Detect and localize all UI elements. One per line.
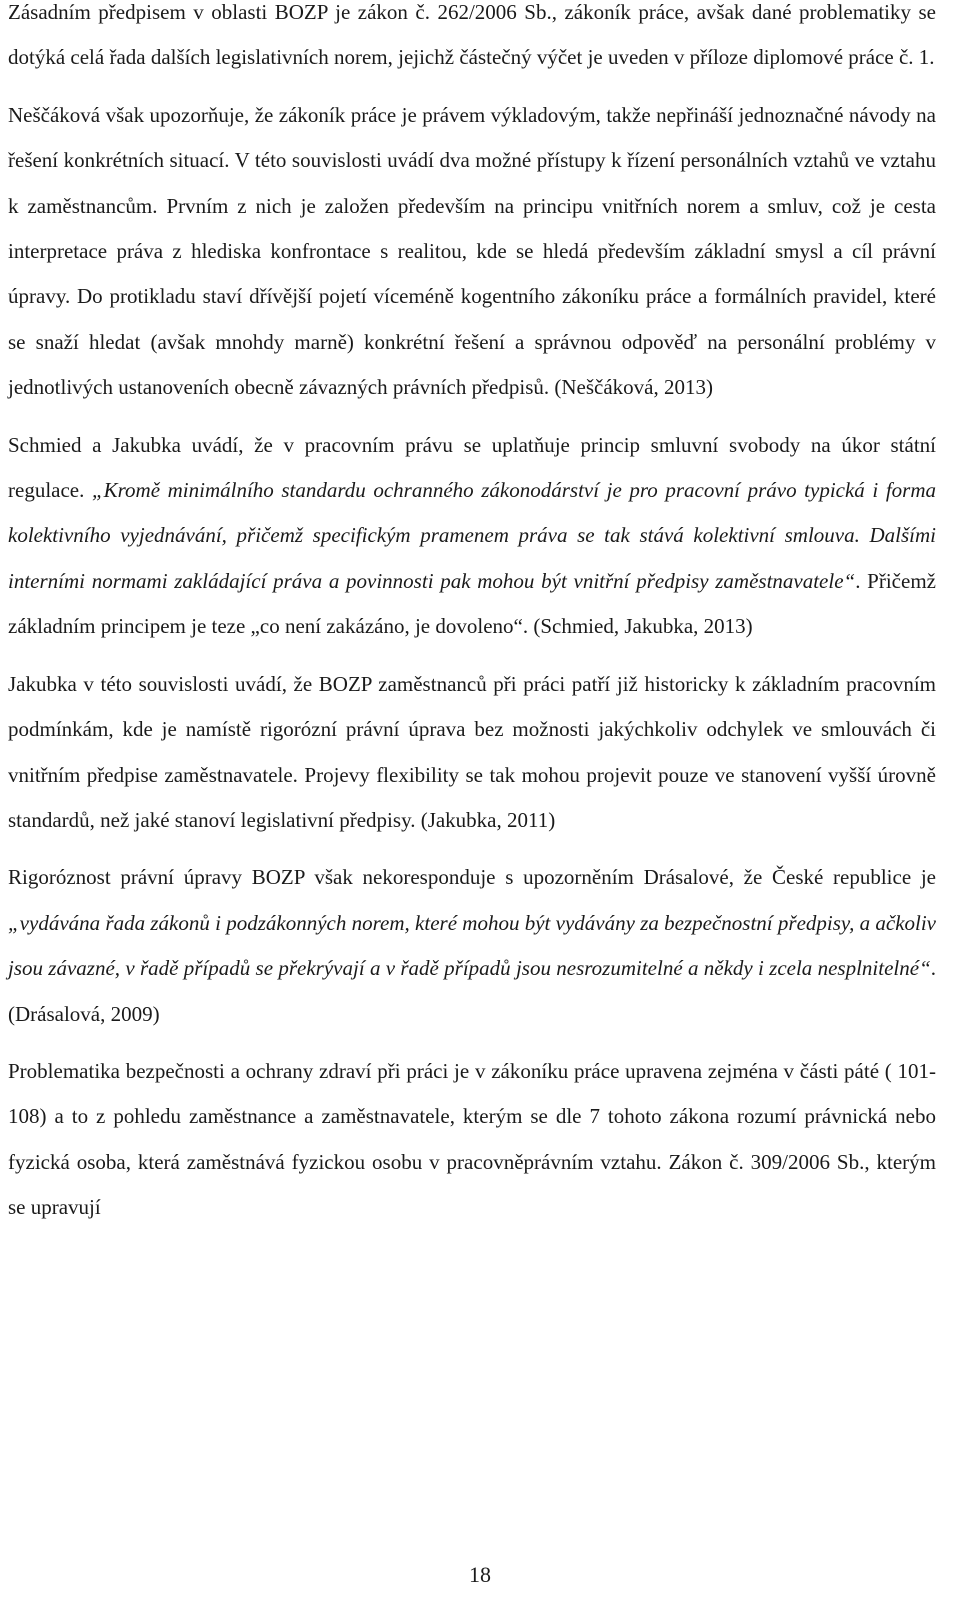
paragraph-5-text-a: Rigoróznost právní úpravy BOZP však nekoresponduje s upozorněním Drásalové, že České republice je [8,865,936,890]
paragraph-bozp-section [8,1049,936,1231]
paragraph-nescakova [8,93,936,411]
paragraph-4-text: Jakubka v této souvislosti uvádí, že BOZP zaměstnanců při práci patří již historicky k základním pracovním podmínkám, kde je namístě rigorózní právní úprava bez možnosti jakýchkoliv odchylek ve smlouvách či vnitřním předpise zaměstnavatele. Projevy flexibility se tak mohou projevit pouze ve stanovení vyšší úrovně standardů, než jaké stanoví legislativní předpisy. (Jakubka, 2011) [8,671,936,832]
paragraph-5-quote: „vydávána řada zákonů i podzákonných norem, které mohou být vydávány za bezpečnostní předpisy, a ačkoliv jsou závazné, v řadě případů se překrývají a v řadě případů jsou nesrozumitelné a někdy i zcela nesplnitelné“ [8,910,936,981]
page-number: 18 [469,1562,491,1587]
paragraph-3-text-a: Schmied a Jakubka uvádí, že v pracovním právu se uplatňuje princip smluvní svobody na úkor státní regulace. [8,432,936,503]
paragraph-3-quote: „Kromě minimálního standardu ochranného zákonodárství je pro pracovní právo typická i forma kolektivního vyjednávání, přičemž specifickým pramenem práva se tak stává kolektivní smlouva. Dalšími interními normami zakládající práva a povinnosti pak mohou být vnitřní předpisy zaměstnavatele“ [8,478,936,593]
paragraph-3-text-b: . Přičemž základním principem je teze „co není zakázáno, je dovoleno“. (Schmied, Jakubka, 2013) [8,568,936,639]
paragraph-drasalova [8,855,936,1037]
paragraph-2-text: Neščáková však upozorňuje, že zákoník práce je právem výkladovým, takže nepřináší jednoznačné návody na řešení konkrétních situací. V této souvislosti uvádí dva možné přístupy k řízení personálních vztahů ve vztahu k zaměstnancům. Prvním z nich je založen především na principu vnitřních norem a smluv, což je cesta interpretace práva z hlediska konfrontace s realitou, kde se hledá především základní smysl a cíl právní úpravy. Do protikladu staví dřívější pojetí víceméně kogentního zákoníku práce a formálních pravidel, které se snaží hledat (avšak mnohdy marně) konkrétní řešení a správnou odpověď na personální problémy v jednotlivých ustanoveních obecně závazných právních předpisů. (Neščáková, 2013) [8,102,936,400]
paragraph-bozp-law [8,0,936,81]
paragraph-schmied-jakubka [8,423,936,650]
paragraph-5-text-b: . (Drásalová, 2009) [8,956,936,1026]
paragraph-6-text: Problematika bezpečnosti a ochrany zdraví při práci je v zákoníku práce upravena zejména v části páté ( 101-108) a to z pohledu zaměstnance a zaměstnavatele, kterým se dle 7 tohoto zákona rozumí právnická nebo fyzická osoba, která zaměstnává fyzickou osobu v pracovněprávním vztahu. Zákon č. 309/2006 Sb., kterým se upravují [8,1058,936,1220]
paragraph-jakubka [8,662,936,844]
paragraph-1-text: Zásadním předpisem v oblasti BOZP je zákon č. 262/2006 Sb., zákoník práce, avšak dané problematiky se dotýká celá řada dalších legislativních norem, jejichž částečný výčet je uveden v příloze diplomové práce č. 1. [8,0,936,70]
document-page [8,0,936,1231]
